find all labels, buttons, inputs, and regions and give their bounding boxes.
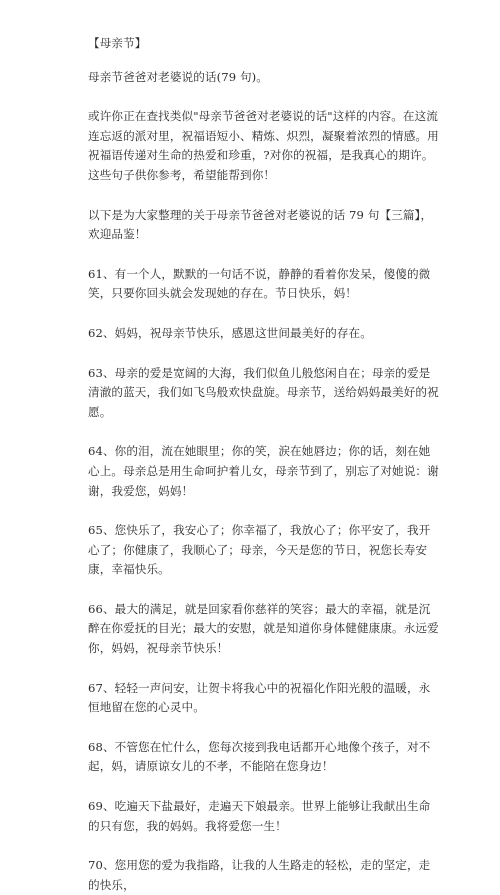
section-tag: 【母亲节】 xyxy=(88,36,147,50)
quote-item-66: 66、最大的满足，就是回家看你慈祥的笑容；最大的幸福，就是沉醉在你爱抚的目光；最大的安慰，就是知道你身体健健康康。永远爱你，妈妈，祝母亲节快乐！ xyxy=(88,601,439,656)
quote-item-64: 64、你的泪，流在她眼里；你的笑，涙在她唇边；你的话，刻在她心上。母亲总是用生命呵护着儿女，母亲节到了，别忘了对她说：谢谢，我爱您，妈妈！ xyxy=(88,444,439,498)
quote-item-62: 62、妈妈，祝母亲节快乐，感恩这世间最美好的存在。 xyxy=(88,325,372,340)
quote-item-70: 70、您用您的爱为我指路，让我的人生路走的轻松，走的坚定，走的快乐， xyxy=(88,858,431,892)
article-intro: 或许你正在查找类似"母亲节爸爸对老婆说的话"这样的内容。在这流连忘返的派对里，祝福语短小、精炼、炽烈，凝聚着浓烈的情感。用祝福语传递对生命的热爱和珍重，?对你的祝福，是我真心的期许。这些句子供你参考，希望能帮到你！ xyxy=(88,109,439,182)
article-title-line: 母亲节爸爸对老婆说的话(79 句)。 xyxy=(88,69,269,84)
quote-item-63: 63、母亲的爱是宽阔的大海，我们似鱼儿般悠闲自在；母亲的爱是清澈的蓝天，我们如飞鸟般欢快盘旋。母亲节，送给妈妈最美好的祝愿。 xyxy=(88,365,439,419)
quote-item-67: 67、轻轻一声问安，让贺卡将我心中的祝福化作阳光般的温暖，永恒地留在您的心灵中。 xyxy=(88,680,431,715)
quote-item-65: 65、您快乐了，我安心了；你幸福了，我放心了；你平安了，我开心了；你健康了，我顺心了；母亲，今天是您的节日，祝您长寿安康，幸福快乐。 xyxy=(88,523,431,577)
quote-item-61: 61、有一个人，默默的一句话不说，静静的看着你发呆，傻傻的微笑，只要你回头就会发现她的存在。节日快乐，妈！ xyxy=(88,266,431,301)
quote-item-69: 69、吃遍天下盐最好，走遍天下娘最亲。世界上能够让我献出生命的只有您，我的妈妈。我将爱您一生！ xyxy=(88,799,431,833)
article-lead: 以下是为大家整理的关于母亲节爸爸对老婆说的话 79 句【三篇】，欢迎品鉴！ xyxy=(88,207,433,242)
quote-item-68: 68、不管您在忙什么，您每次接到我电话都开心地像个孩子，对不起，妈，请原谅女儿的不孝，不能陪在您身边！ xyxy=(88,739,431,774)
